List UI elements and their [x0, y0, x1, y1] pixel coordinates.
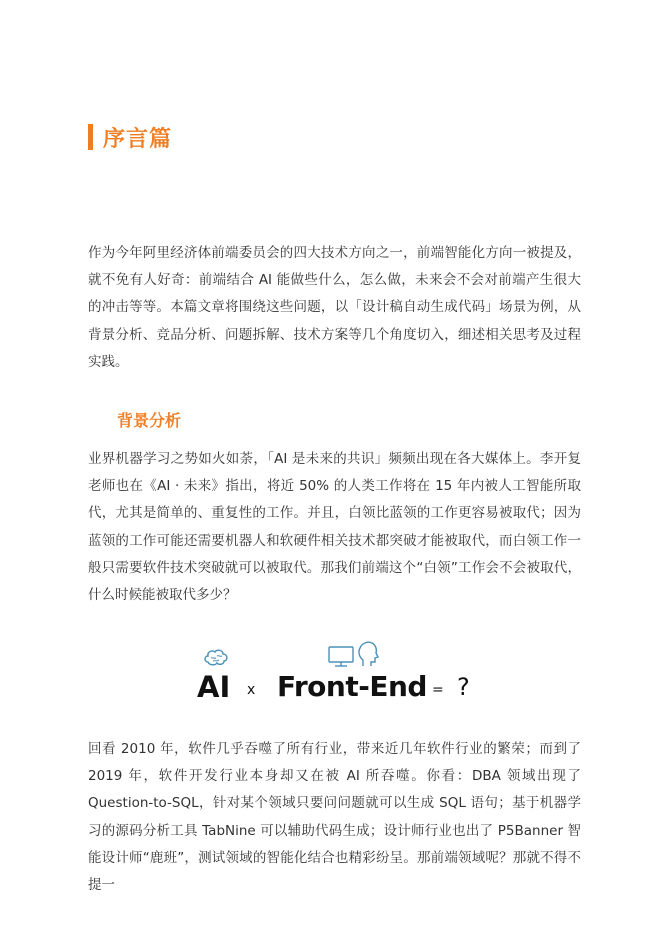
formula-frontend-label: Front-End — [277, 670, 427, 703]
ai-frontend-formula — [195, 640, 495, 710]
formula-question-mark: ? — [457, 673, 470, 701]
head-icon — [357, 640, 379, 668]
section-accent-bar — [88, 124, 93, 150]
formula-times-sign: x — [247, 682, 256, 698]
formula-equals-sign: = — [432, 682, 444, 698]
brain-icon — [203, 648, 229, 668]
section-title: 序言篇 — [103, 126, 173, 152]
intro-paragraph: 作为今年阿里经济体前端委员会的四大技术方向之一，前端智能化方向一被提及，就不免有人好奇：前端结合 AI 能做些什么，怎么做，未来会不会对前端产生很大的冲击等等。本篇文章将围绕这些问题，以「设计稿自动生成代码」场景为例，从背景分析、竞品分析、问题拆解、技术方案等几个角度切入，细述相关思考及过程实践。 — [88, 245, 581, 370]
history-paragraph: 回看 2010 年，软件几乎吞噬了所有行业，带来近几年软件行业的繁荣；而到了 2019 年，软件开发行业本身却又在被 AI 所吞噬。你看：DBA 领域出现了 Question-to-SQL，针对某个领域只要问问题就可以生成 SQL 语句；基于机器学习的源码分析工具 TabNine 可以辅助代码生成；设计师行业也出了 P5Banner 智能设计师“鹿班”，测试领域的智能化结合也精彩纷呈。那前端领域呢？那就不得不提一 — [88, 741, 581, 894]
section-header — [88, 122, 172, 152]
background-heading: 背景分析 — [117, 411, 182, 430]
formula-ai-label: AI — [197, 670, 231, 704]
monitor-icon — [328, 645, 354, 669]
background-paragraph: 业界机器学习之势如火如荼，「AI 是未来的共识」频频出现在各大媒体上。李开复老师也在《AI · 未来》指出，将近 50% 的人类工作将在 15 年内被人工智能所取代，尤其是简单的、重复性的工作。并且，白领比蓝领的工作更容易被取代；因为蓝领的工作可能还需要机器人和软硬件相关技术都突破才能被取代，而白领工作一般只需要软件技术突破就可以被取代。那我们前端这个“白领”工作会不会被取代，什么时候能被取代多少？ — [88, 451, 581, 604]
